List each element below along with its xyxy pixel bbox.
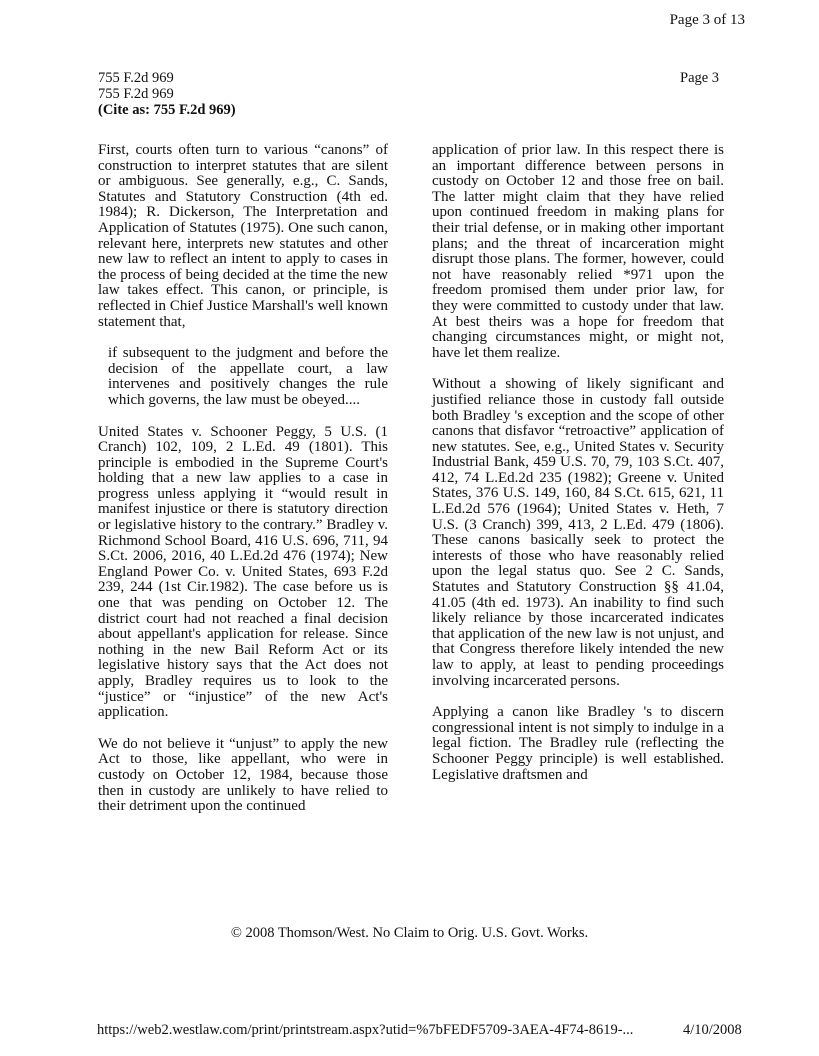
citation-line-1: 755 F.2d 969: [98, 70, 174, 86]
left-paragraph-3: We do not believe it “unjust” to apply the new Act to those, like appellant, who were in custody on October 12, 1984, because those then in custody are unlikely to have relied to their detriment upon the continued: [98, 735, 388, 815]
source-url: https://web2.westlaw.com/print/printstream.aspx?utid=%7bFEDF5709-3AEA-4F74-8619-...: [97, 1022, 634, 1038]
block-quote: if subsequent to the judgment and before the decision of the appellate court, a law intervenes and positively changes the rule which governs, the law must be obeyed....: [108, 345, 388, 408]
left-paragraph-1: First, courts often turn to various “canons” of construction to interpret statutes that are silent or ambiguous. See generally, e.g., C. Sands, Statutes and Statutory Construction (4th ed. 1984); R. Dickerson, The Interpretation and Application of Statutes (1975). One such canon, relevant here, interprets new statutes and other new law to reflect an intent to apply to cases in the process of being decided at the time the new law takes effect. This canon, or principle, is reflected in Chief Justice Marshall's well known statement that,: [98, 142, 388, 330]
right-paragraph-3: Applying a canon like Bradley 's to discern congressional intent is not simply to indulge in a legal fiction. The Bradley rule (reflecting the Schooner Peggy principle) is well established. Legislative draftsmen and: [432, 704, 724, 783]
copyright-notice: © 2008 Thomson/West. No Claim to Orig. U.S. Govt. Works.: [230, 925, 589, 941]
page-counter: Page 3 of 13: [669, 12, 745, 28]
left-paragraph-2: United States v. Schooner Peggy, 5 U.S. (1 Cranch) 102, 109, 2 L.Ed. 49 (1801). This principle is embodied in the Supreme Court's holding that a new law applies to a case in progress unless applying it “would result in manifest injustice or there is statutory direction or legislative history to the contrary.” Bradley v. Richmond School Board, 416 U.S. 696, 711, 94 S.Ct. 2006, 2016, 40 L.Ed.2d 476 (1974); New England Power Co. v. United States, 693 F.2d 239, 244 (1st Cir.1982). The case before us is one that was pending on October 12. The district court had not reached a final decision about appellant's application for release. Since nothing in the new Bail Reform Act or its legislative history says that the Act does not apply, Bradley requires us to look to the “justice” or “injustice” of the new Act's application.: [98, 423, 388, 721]
left-column: [98, 143, 388, 831]
right-paragraph-2: Without a showing of likely significant and justified reliance those in custody fall outside both Bradley 's exception and the scope of other canons that disfavor “retroactive” application of new statutes. See, e.g., United States v. Security Industrial Bank, 459 U.S. 70, 79, 103 S.Ct. 407, 412, 74 L.Ed.2d 235 (1982); Greene v. United States, 376 U.S. 149, 160, 84 S.Ct. 615, 621, 11 L.Ed.2d 576 (1964); United States v. Heth, 7 U.S. (3 Cranch) 399, 413, 2 L.Ed. 479 (1806). These canons basically seek to protect the interests of those who have reasonably relied upon the legal status quo. See 2 C. Sands, Statutes and Statutory Construction §§ 41.04, 41.05 (4th ed. 1973). An inability to find such likely reliance by those incarcerated indicates that application of the new law is not unjust, and that Congress therefore likely intended the new law to apply, at least to pending proceedings involving incarcerated persons.: [432, 376, 724, 689]
page-label: Page 3: [680, 70, 720, 86]
print-date: 4/10/2008: [683, 1022, 742, 1038]
right-column: [432, 143, 724, 799]
citation-block: [98, 70, 236, 118]
citation-cite-as: (Cite as: 755 F.2d 969): [98, 102, 236, 118]
citation-line-2: 755 F.2d 969: [98, 86, 174, 102]
right-paragraph-1: application of prior law. In this respect there is an important difference between persons in custody on October 12 and those free on bail. The latter might claim that they have relied upon continued freedom in making plans for their trial defense, or in making other important plans; and the threat of incarceration might disrupt those plans. The former, however, could not have reasonably relied *971 upon the freedom promised them under prior law, for they were committed to custody under that law. At best theirs was a hope for freedom that changing circumstances might, or might not, have let them realize.: [432, 142, 724, 361]
